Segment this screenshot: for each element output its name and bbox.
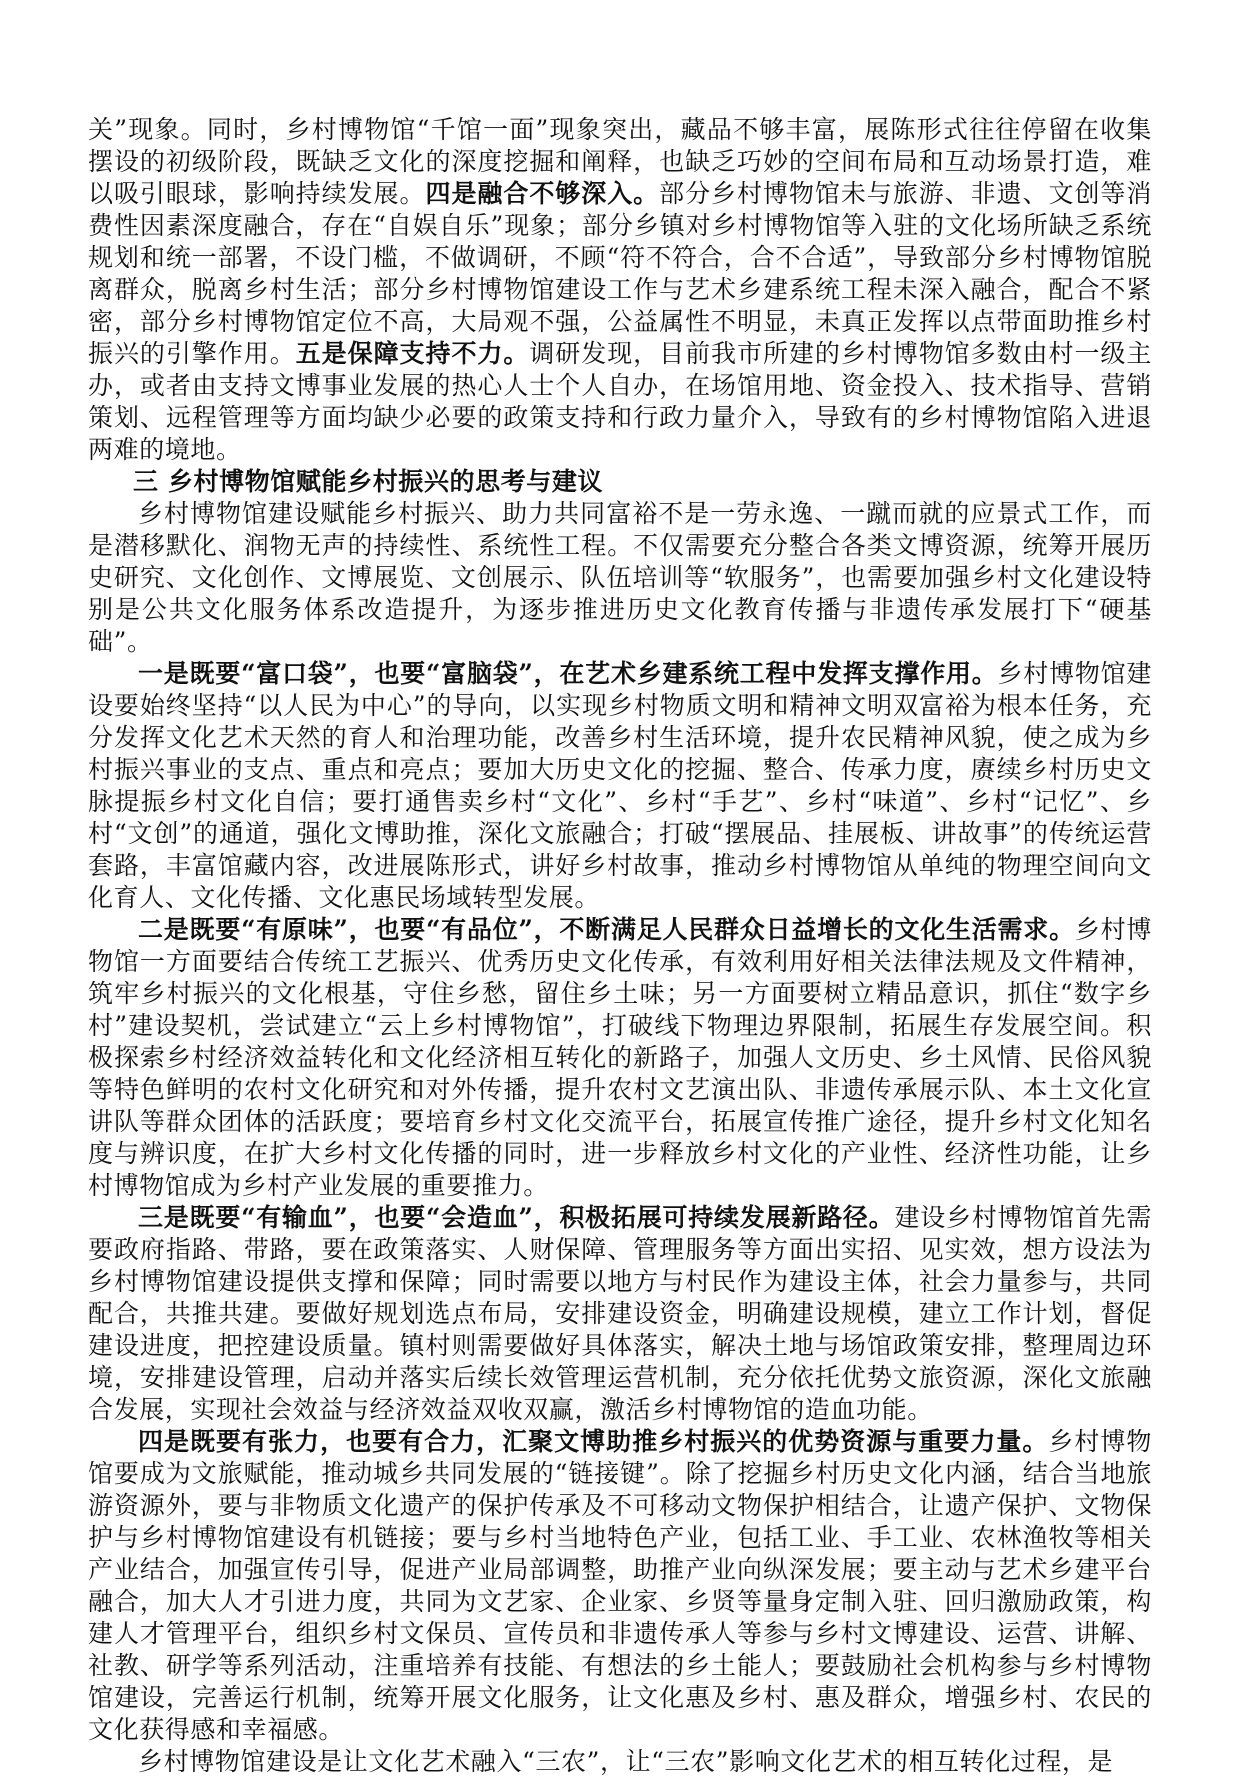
paragraph-text: 乡村博物馆建设赋能乡村振兴、助力共同富裕不是一劳永逸、一蹴而就的应景式工作，而是潜移默化、润物无声的持续性、系统性工程。不仅需要充分整合各类文博资源，统筹开展历史研究、文化创作、文博展览、文创展示、队伍培训等“软服务”，也需要加强乡村文化建设特别是公共文化服务体系改造提升，为逐步推进历史文化教育传播与非遗传承发展打下“硬基础”。	[88, 499, 1152, 656]
point-four-heading: 四是融合不够深入。	[425, 179, 660, 208]
paragraph-text: 乡村博物馆建设要始终坚持“以人民为中心”的导向，以实现乡村物质文明和精神文明双富裕为根本任务，充分发挥文化艺术天然的育人和治理功能，改善乡村生活环境，提升农民精神风貌，使之成为乡村振兴事业的支点、重点和亮点；要加大历史文化的挖掘、整合、传承力度，赓续乡村历史文脉提振乡村文化自信；要打通售卖乡村“文化”、乡村“手艺”、乡村“味道”、乡村“记忆”、乡村“文创”的通道，强化文博助推，深化文旅融合；打破“摆展品、挂展板、讲故事”的传统运营套路，丰富馆藏内容，改进展陈形式，讲好乡村故事，推动乡村博物馆从单纯的物理空间向文化育人、文化传播、文化惠民场域转型发展。	[88, 659, 1152, 912]
section-heading-text: 三 乡村博物馆赋能乡村振兴的思考与建议	[133, 467, 604, 496]
paragraph-problems-continued	[88, 114, 1152, 466]
paragraph-text: 部分乡村博物馆未与旅游、非遗、文创等消费性因素深度融合，存在“自娱自乐”现象；部分乡镇对乡村博物馆等入驻的文化场所缺乏系统规划和统一部署，不设门槛，不做调研，不顾“符不符合，合不合适”，导致部分乡村博物馆脱离群众，脱离乡村生活；部分乡村博物馆建设工作与艺术乡建系统工程未深入融合，配合不紧密，部分乡村博物馆定位不高，大局观不强，公益属性不明显，未真正发挥以点带面助推乡村振兴的引擎作用。	[88, 179, 1152, 368]
paragraph-text: 乡村博物馆要成为文旅赋能，推动城乡共同发展的“链接键”。除了挖掘乡村历史文化内涵，结合当地旅游资源外，要与非物质文化遗产的保护传承及不可移动文物保护相结合，让遗产保护、文物保护与乡村博物馆建设有机链接；要与乡村当地特色产业，包括工业、手工业、农林渔牧等相关产业结合，加强宣传引导，促进产业局部调整，助推产业向纵深发展；要主动与艺术乡建平台融合，加大人才引进力度，共同为文艺家、企业家、乡贤等量身定制入驻、回归激励政策，构建人才管理平台，组织乡村文保员、宣传员和非遗传承人等参与乡村文博建设、运营、讲解、社教、研学等系列活动，注重培养有技能、有想法的乡土能人；要鼓励社会机构参与乡村博物馆建设，完善运行机制，统筹开展文化服务，让文化惠及乡村、惠及群众，增强乡村、农民的文化获得感和幸福感。	[88, 1427, 1152, 1744]
suggestion-two-heading: 二是既要“有原味”，也要“有品位”，不断满足人民群众日益增长的文化生活需求。	[138, 915, 1075, 944]
section-heading-three	[88, 466, 1152, 498]
paragraph-suggestion-one	[88, 658, 1152, 914]
suggestion-three-heading: 三是既要“有输血”，也要“会造血”，积极拓展可持续发展新路径。	[138, 1203, 895, 1232]
paragraph-text: 乡村博物馆一方面要结合传统工艺振兴、优秀历史文化传承，有效利用好相关法律法规及文件精神，筑牢乡村振兴的文化根基，守住乡愁，留住乡土味；另一方面要树立精品意识，抓住“数字乡村”建设契机，尝试建立“云上乡村博物馆”，打破线下物理边界限制，拓展生存发展空间。积极探索乡村经济效益转化和文化经济相互转化的新路子，加强人文历史、乡土风情、民俗风貌等特色鲜明的农村文化研究和对外传播，提升农村文艺演出队、非遗传承展示队、本土文化宣讲队等群众团体的活跃度；要培育乡村文化交流平台，拓展宣传推广途径，提升乡村文化知名度与辨识度，在扩大乡村文化传播的同时，进一步释放乡村文化的产业性、经济性功能，让乡村博物馆成为乡村产业发展的重要推力。	[88, 915, 1152, 1200]
document-page	[88, 114, 1152, 1778]
paragraph-intro-suggestions	[88, 498, 1152, 658]
paragraph-text: 建设乡村博物馆首先需要政府指路、带路，要在政策落实、人财保障、管理服务等方面出实招、见实效，想方设法为乡村博物馆建设提供支撑和保障；同时需要以地方与村民作为建设主体，社会力量参与，共同配合，共推共建。要做好规划选点布局，安排建设资金，明确建设规模，建立工作计划，督促建设进度，把控建设质量。镇村则需要做好具体落实，解决土地与场馆政策安排，整理周边环境，安排建设管理，启动并落实后续长效管理运营机制，充分依托优势文旅资源，深化文旅融合发展，实现社会效益与经济效益双收双赢，激活乡村博物馆的造血功能。	[88, 1203, 1152, 1424]
suggestion-four-heading: 四是既要有张力，也要有合力，汇聚文博助推乡村振兴的优势资源与重要力量。	[138, 1427, 1049, 1456]
paragraph-suggestion-four	[88, 1426, 1152, 1746]
paragraph-text: 关”现象。同时，乡村博物馆“千馆一面”现象突出，藏品不够丰富，展陈形式往往停留在收集摆设的初级阶段，既缺乏文化的深度挖掘和阐释，也缺乏巧妙的空间布局和互动场景打造，难以吸引眼球，影响持续发展。	[88, 115, 1152, 208]
suggestion-one-heading: 一是既要“富口袋”，也要“富脑袋”，在艺术乡建系统工程中发挥支撑作用。	[138, 659, 998, 688]
paragraph-text: 乡村博物馆建设是让文化艺术融入“三农”，让“三农”影响文化艺术的相互转化过程，是	[138, 1747, 1114, 1776]
paragraph-suggestion-two	[88, 914, 1152, 1202]
point-five-heading: 五是保障支持不力。	[295, 339, 530, 368]
paragraph-text: 调研发现，目前我市所建的乡村博物馆多数由村一级主办，或者由支持文博事业发展的热心人士个人自办，在场馆用地、资金投入、技术指导、营销策划、远程管理等方面均缺少必要的政策支持和行政力量介入，导致有的乡村博物馆陷入进退两难的境地。	[88, 339, 1152, 464]
paragraph-suggestion-three	[88, 1202, 1152, 1426]
paragraph-conclusion-start	[88, 1746, 1152, 1778]
